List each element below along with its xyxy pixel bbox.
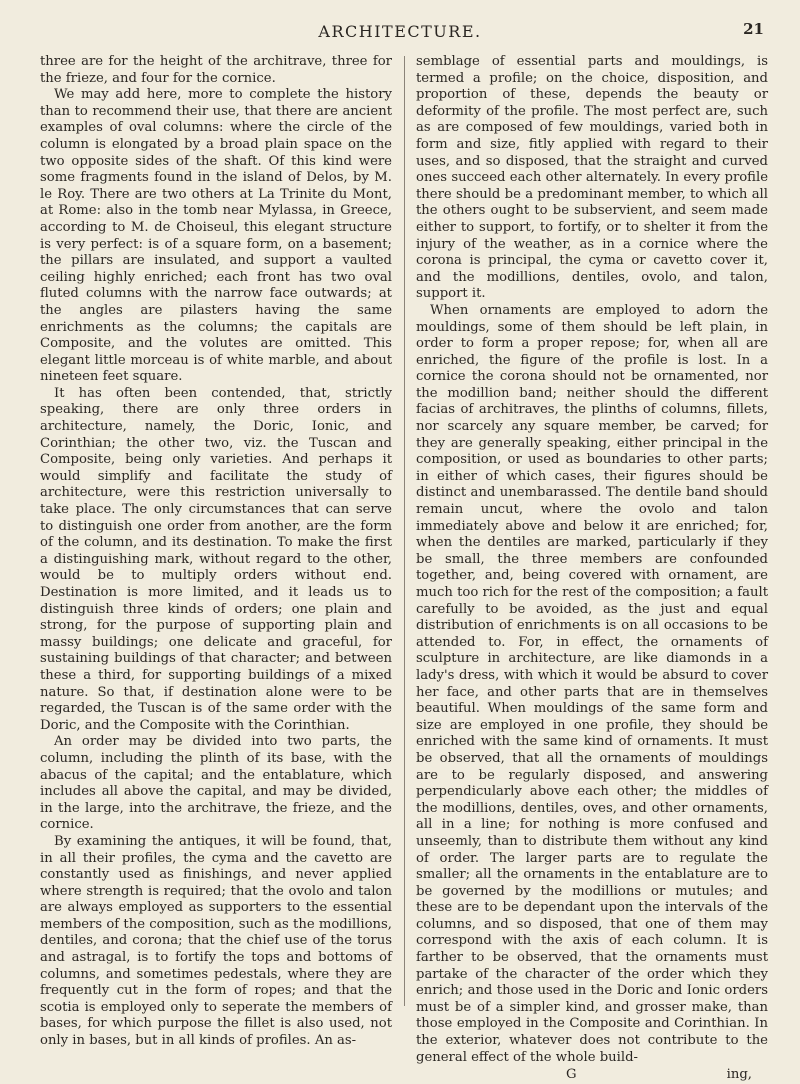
paragraph: It has often been contended, that, strictly speaking, there are only three orders in architecture, namely, the Doric, Ionic, and Corinthian; the other two, viz. the Tuscan and Composite, being only varieties. And perhaps it would simplify and facilitate the study of architecture, were this restriction universally to take place. The only circumstances that can serve to distinguish one order from another, are the form of the column, and its destination. To make the first a distinguishing mark, without regard to the other, would be to multiply orders without end. Destination is more limited, and it leads us to distinguish three kinds of orders; one plain and strong, for the purpose of supporting plain and massy buildings; one delicate and graceful, for sustaining buildings of that character; and between these a third, for supporting buildings of a mixed nature. So that, if destination alone were to be regarded, the Tuscan is of the same order with the Doric, and the Composite with the Corinthian. (40, 385, 392, 733)
page-number: 21 (743, 20, 764, 38)
page-header (30, 20, 770, 46)
left-column (40, 54, 392, 1049)
paragraph: three are for the height of the architrave, three for the frieze, and four for the cornice. (40, 54, 392, 86)
signature-mark: G (566, 1067, 577, 1083)
paragraph: When ornaments are employed to adorn the mouldings, some of them should be left plain, in order to form a proper repose; for, when all are enriched, the figure of the profile is lost. In a cornice the corona should not be ornamented, nor the modillion band; neither should the different facias of architraves, the plinths of columns, fillets, nor scarcely any square member, be carved; for they are generally speaking, either principal in the composition, or used as boundaries to other parts; in either of which cases, their figures should be distinct and unembarassed. The dentile band should remain uncut, where the ovolo and talon immediately above and below it are enriched; for, when the dentiles are marked, particularly if they be small, the three members are confounded together, and, being covered with ornament, are much too rich for the rest of the composition; a fault carefully to be avoided, as the just and equal distribution of enrichments is on all occasions to be attended to. For, in effect, the ornaments of sculpture in architecture, are like diamonds in a lady's dress, with which it would be absurd to cover her face, and other parts that are in themselves beautiful. When mouldings of the same form and size are employed in one profile, they should be enriched with the same kind of ornaments. It must be observed, that all the ornaments of mouldings are to be regularly disposed, and answering perpendicularly above each other; the middles of the modillions, dentiles, oves, and other ornaments, all in a line; for nothing is more confused and unseemly, than to distribute them without any kind of order. The larger parts are to regulate the smaller; all the ornaments in the entablature are to be governed by the modillions or mutules; and these are to be dependant upon the intervals of the columns, and so disposed, that one of them may correspond with the axis of each column. It is farther to be observed, that the ornaments must partake of the character of the order which they enrich; and those used in the Doric and Ionic orders must be of a simpler kind, and grosser make, than those employed in the Composite and Corinthian. In the exterior, whatever does not contribute to the general effect of the whole build- (416, 302, 768, 1065)
catchword: ing, (726, 1067, 752, 1083)
paragraph: We may add here, more to complete the history than to recommend their use, that there are ancient examples of oval columns: where the circle of the column is elongated by a broad plain space on the two opposite sides of the shaft. Of this kind were some fragments found in the island of Delos, by M. le Roy. There are two others at La Trinite du Mont, at Rome: also in the tomb near Mylassa, in Greece, according to M. de Choiseul, this elegant structure is very perfect: is of a square form, on a basement; the pillars are insulated, and support a vaulted ceiling highly enriched; each front has two oval fluted columns with the narrow face outwards; at the angles are pilasters having the same enrichments as the columns; the capitals are Composite, and the volutes are omitted. This elegant little morceau is of white marble, and about nineteen feet square. (40, 87, 392, 385)
right-column (416, 54, 768, 1083)
page-footer (416, 1067, 768, 1084)
text-columns (40, 54, 768, 1083)
running-head: ARCHITECTURE. (318, 22, 482, 41)
paragraph: By examining the antiques, it will be found, that, in all their profiles, the cyma and the cavetto are constantly used as finishings, and never applied where strength is required; that the ovolo and talon are always employed as supporters to the essential members of the composition, such as the modillions, dentiles, and corona; that the chief use of the torus and astragal, is to fortify the tops and bottoms of columns, and sometimes pedestals, where they are frequently cut in the form of ropes; and that the scotia is employed only to seperate the members of bases, for which purpose the fillet is also used, not only in bases, but in all kinds of profiles. An as- (40, 833, 392, 1049)
paragraph: An order may be divided into two parts, the column, including the plinth of its base, with the abacus of the capital; and the entablature, which includes all above the capital, and may be divided, in the large, into the architrave, the frieze, and the cornice. (40, 734, 392, 833)
paragraph: semblage of essential parts and mouldings, is termed a profile; on the choice, disposition, and proportion of these, depends the beauty or deformity of the profile. The most perfect are, such as are composed of few mouldings, varied both in form and size, fitly applied with regard to their uses, and so disposed, that the straight and curved ones succeed each other alternately. In every profile there should be a predominant member, to which all the others ought to be subservient, and seem made either to support, to fortify, or to shelter it from the injury of the weather, as in a cornice where the corona is principal, the cyma or cavetto cover it, and the modillions, dentiles, ovolo, and talon, support it. (416, 54, 768, 302)
